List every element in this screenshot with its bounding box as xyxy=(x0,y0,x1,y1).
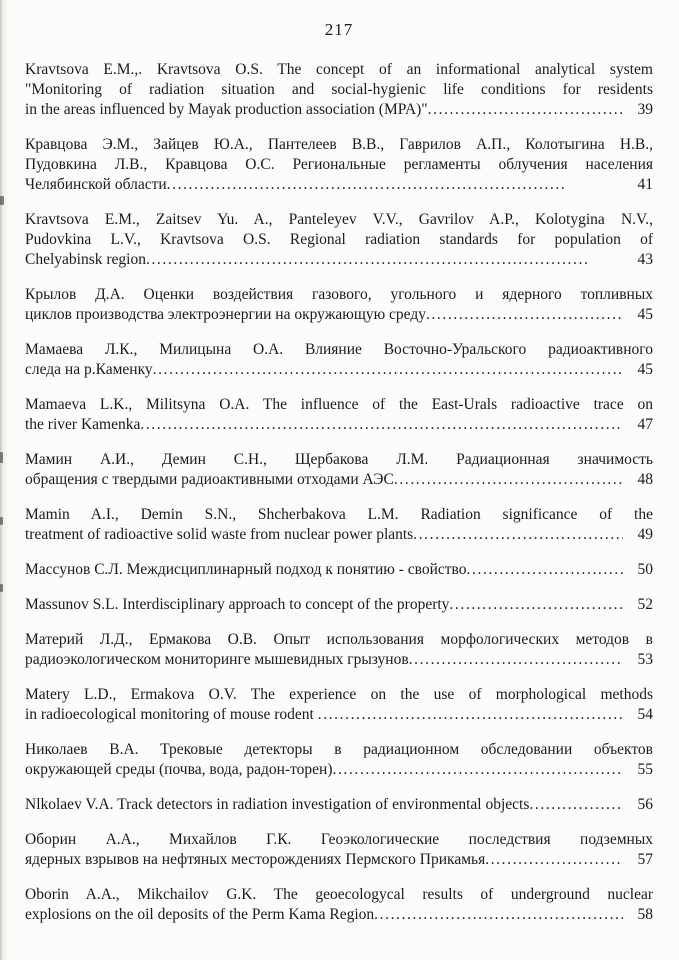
entry-line: Matery L.D., Ermakova O.V. The experience on the use of morphological methods xyxy=(25,686,653,703)
entry-line: Massunov S.L. Interdisciplinary approach to concept of the property xyxy=(25,596,450,613)
dot-leader xyxy=(449,595,623,615)
entry-line: Nlkolaev V.A. Track detectors in radiation investigation of environmental objects xyxy=(25,796,530,813)
toc-entry xyxy=(25,830,653,870)
entry-line: циклов производства электроэнергии на окружающую среду xyxy=(25,306,426,323)
toc-entry xyxy=(25,630,653,670)
toc-entry xyxy=(25,60,653,120)
entry-line: Mamaeva L.K., Militsyna O.A. The influence of the East-Urals radioactive trace on xyxy=(25,396,653,413)
toc-entry xyxy=(25,560,653,580)
toc-entry xyxy=(25,135,653,195)
dot-leader xyxy=(153,360,623,380)
entry-line: Oborin A.A., Mikchailov G.K. The geoecologycal results of underground nuclear xyxy=(25,886,653,903)
entry-line: explosions on the oil deposits of the Perm Kama Region xyxy=(25,906,375,923)
entry-page-number: 54 xyxy=(637,706,653,723)
entry-line: ядерных взрывов на нефтяных месторождениях Пермского Прикамья xyxy=(25,851,486,868)
entry-last-line xyxy=(25,100,653,120)
dot-leader xyxy=(374,905,623,925)
toc-entry xyxy=(25,505,653,545)
entry-last-line xyxy=(25,470,653,490)
entry-line: Pudovkina L.V., Kravtsova O.S. Regional radiation standards for population of xyxy=(25,231,653,248)
entry-page-number: 45 xyxy=(637,361,653,378)
entry-line: Chelyabinsk region xyxy=(25,251,146,268)
entry-last-line xyxy=(25,560,653,580)
dot-leader xyxy=(426,305,623,325)
entry-line: Материй Л.Д., Ермакова О.В. Опыт использования морфологических методов в xyxy=(25,631,653,648)
entry-line: "Monitoring of radiation situation and social-hygienic life conditions for residents xyxy=(25,81,653,98)
entry-line: Mamin A.I., Demin S.N., Shcherbakova L.M. Radiation significance of the xyxy=(25,506,653,523)
entry-page-number: 48 xyxy=(637,471,653,488)
entry-page-number: 45 xyxy=(637,306,653,323)
entry-last-line xyxy=(25,250,653,270)
entry-last-line xyxy=(25,650,653,670)
entry-last-line xyxy=(25,305,653,325)
scan-artifact xyxy=(0,196,4,205)
entry-line: окружающей среды (почва, вода, радон-торен) xyxy=(25,761,333,778)
toc-entry xyxy=(25,285,653,325)
entry-last-line xyxy=(25,705,653,725)
entry-page-number: 47 xyxy=(637,416,653,433)
entry-line: Кравцова Э.М., Зайцев Ю.А., Пантелеев В.В., Гаврилов А.П., Колотыгина Н.В., xyxy=(25,136,653,153)
entry-page-number: 39 xyxy=(637,101,653,118)
entry-page-number: 49 xyxy=(637,526,653,543)
entry-last-line xyxy=(25,175,653,195)
dot-leader xyxy=(529,795,623,815)
entry-line: Челябинской области xyxy=(25,176,167,193)
entry-line: следа на р.Каменку xyxy=(25,361,153,378)
dot-leader xyxy=(394,470,623,490)
page-number-header: 217 xyxy=(324,20,354,39)
dot-leader xyxy=(428,100,623,120)
entry-line: Kravtsova E.M., Zaitsev Yu. A., Panteleyev V.V., Gavrilov A.P., Kolotygina N.V., xyxy=(25,211,653,228)
entry-line: Мамин А.И., Демин С.Н., Щербакова Л.М. Радиационная значимость xyxy=(25,451,653,468)
entry-line: the river Kamenka xyxy=(25,416,141,433)
entry-line: Массунов С.Л. Междисциплинарный подход к понятию - свойство xyxy=(25,561,467,578)
entry-last-line xyxy=(25,595,653,615)
toc-entry xyxy=(25,340,653,380)
entry-line: Николаев В.А. Трековые детекторы в радиационном обследовании объектов xyxy=(25,741,653,758)
entry-line: Мамаева Л.К., Милицына О.А. Влияние Восточно-Уральского радиоактивного xyxy=(25,341,653,358)
entry-page-number: 57 xyxy=(637,851,653,868)
dot-leader xyxy=(409,650,623,670)
entry-last-line xyxy=(25,850,653,870)
entry-line: in the areas influenced by Mayak production association (MPA)" xyxy=(25,101,428,118)
entry-last-line xyxy=(25,760,653,780)
entry-line: радиоэкологическом мониторинге мышевидных грызунов xyxy=(25,651,409,668)
entry-page-number: 53 xyxy=(637,651,653,668)
dot-leader xyxy=(333,760,623,780)
entry-last-line xyxy=(25,795,653,815)
entry-page-number: 58 xyxy=(637,906,653,923)
entry-last-line xyxy=(25,905,653,925)
toc-entry xyxy=(25,685,653,725)
dot-leader xyxy=(140,415,623,435)
toc-entry xyxy=(25,885,653,925)
toc-entry xyxy=(25,740,653,780)
dot-leader xyxy=(167,175,565,195)
entry-page-number: 43 xyxy=(637,251,653,268)
entry-line: Оборин А.А., Михайлов Г.К. Геоэкологические последствия подземных xyxy=(25,831,653,848)
entry-line: treatment of radioactive solid waste from nuclear power plants xyxy=(25,526,414,543)
entry-page-number: 41 xyxy=(637,176,653,193)
entry-last-line xyxy=(25,415,653,435)
toc-entry xyxy=(25,210,653,270)
scan-artifact xyxy=(0,452,3,463)
entry-last-line xyxy=(25,360,653,380)
entry-line: Крылов Д.А. Оценки воздействия газового, угольного и ядерного топливных xyxy=(25,286,653,303)
entry-line: in radioecological monitoring of mouse rodent xyxy=(25,706,318,723)
dot-leader xyxy=(413,525,623,545)
dot-leader xyxy=(146,250,587,270)
scan-artifact xyxy=(0,584,3,592)
entry-page-number: 55 xyxy=(637,761,653,778)
entry-page-number: 50 xyxy=(637,561,653,578)
entry-page-number: 52 xyxy=(637,596,653,613)
toc-entry xyxy=(25,595,653,615)
entry-page-number: 56 xyxy=(637,796,653,813)
dot-leader xyxy=(485,850,623,870)
dot-leader xyxy=(318,705,623,725)
scan-artifact xyxy=(0,517,3,525)
entry-line: Пудовкина Л.В., Кравцова О.С. Региональные регламенты облучения населения xyxy=(25,156,653,173)
entry-line: Kravtsova E.M.,. Kravtsova O.S. The concept of an informational analytical system xyxy=(25,61,653,78)
dot-leader xyxy=(467,560,623,580)
toc-entry xyxy=(25,395,653,435)
toc-entry xyxy=(25,795,653,815)
entry-line: обращения с твердыми радиоактивными отходами АЭС xyxy=(25,471,394,488)
entry-last-line xyxy=(25,525,653,545)
toc-entry xyxy=(25,450,653,490)
